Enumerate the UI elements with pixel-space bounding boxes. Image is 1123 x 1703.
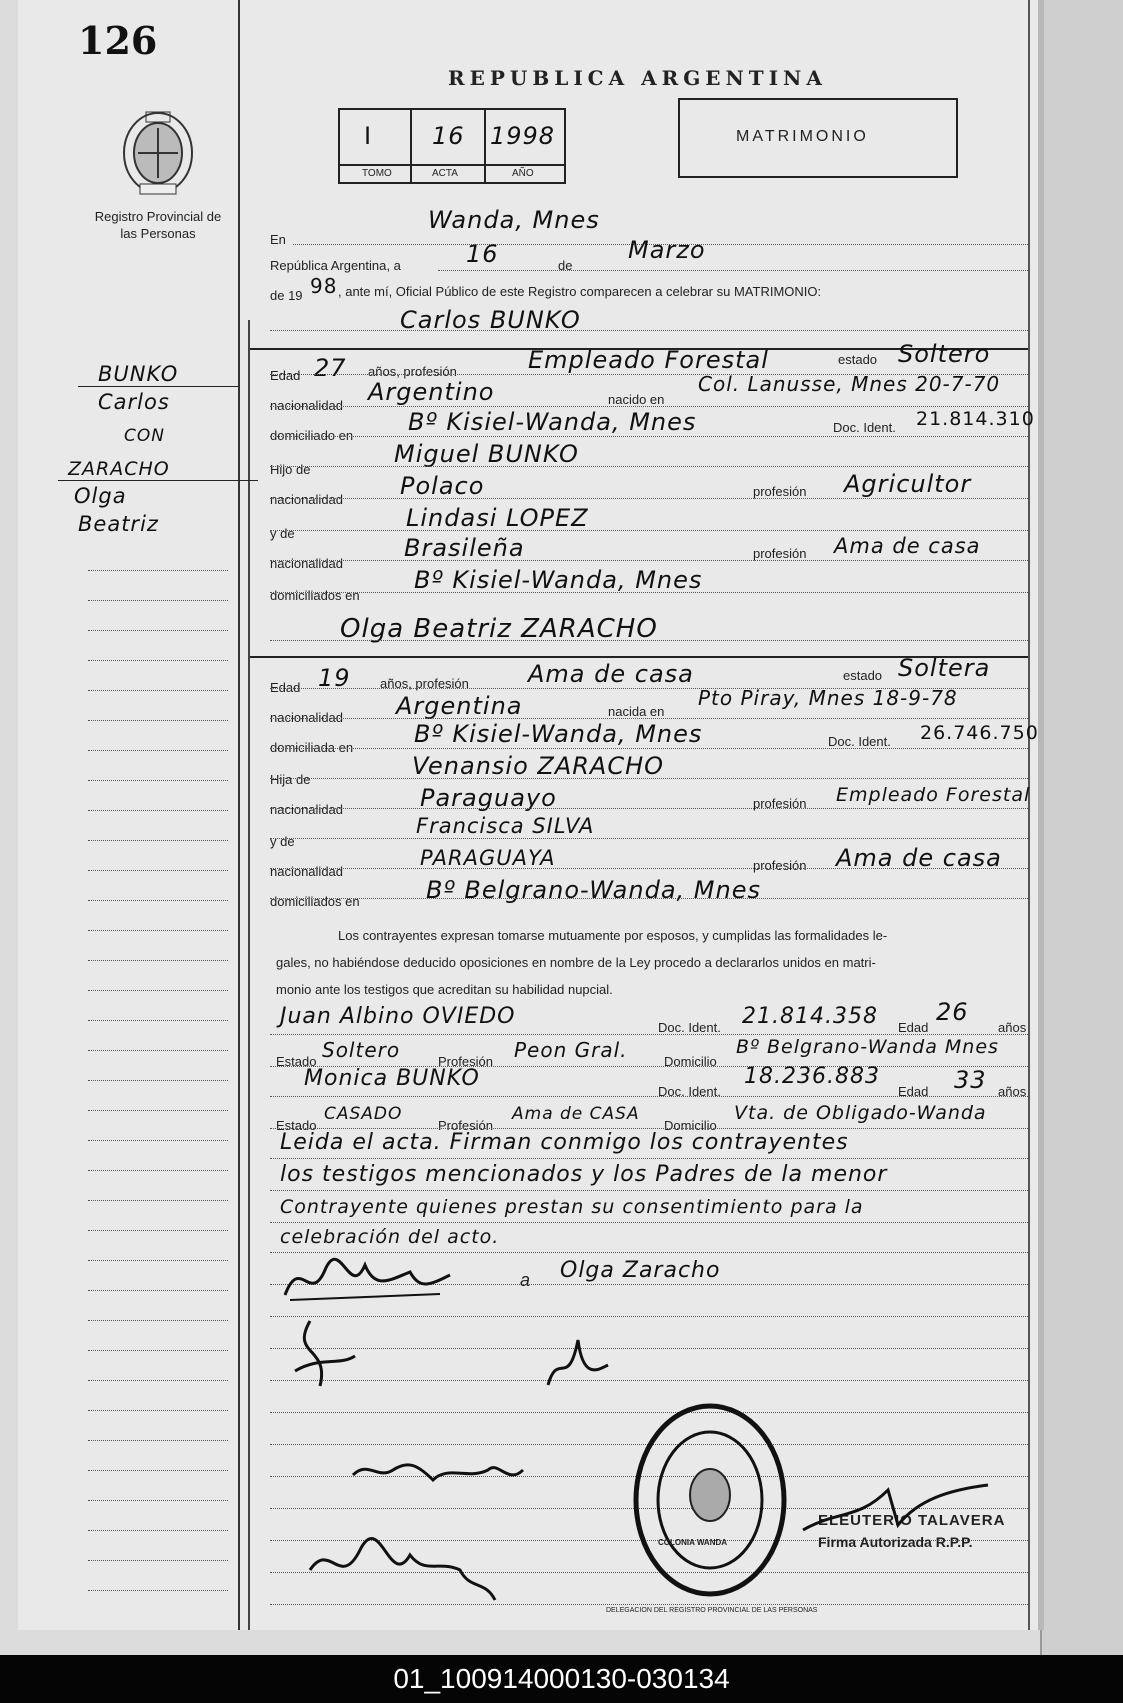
coat-of-arms-logo bbox=[118, 108, 198, 198]
en-label: En bbox=[270, 232, 286, 247]
groom-mother-nationality: Brasileña bbox=[404, 534, 525, 562]
groom-edad-label: Edad bbox=[270, 368, 301, 383]
witness2-edad: 33 bbox=[954, 1066, 987, 1094]
declaration-line-2: gales, no habiéndose deducido oposiciones en nombre de la Ley procedo a declararlos unidos en matri- bbox=[276, 955, 876, 970]
witness1-name: Juan Albino OVIEDO bbox=[280, 1004, 516, 1029]
groom-yde-label: y de bbox=[270, 526, 295, 541]
groom-signature bbox=[280, 1250, 460, 1310]
bride-father-nac-label: nacionalidad bbox=[270, 802, 344, 817]
bride-estado-label: estado bbox=[843, 668, 883, 683]
witness2-prof-label: Profesión bbox=[438, 1118, 493, 1133]
groom-estado-label: estado bbox=[838, 352, 878, 367]
bride-father-prof-label: profesión bbox=[753, 796, 807, 811]
witness1-anos-label: años bbox=[998, 1020, 1027, 1035]
witness1-edad: 26 bbox=[936, 998, 969, 1026]
bride-doc: 26.746.750 bbox=[920, 722, 1039, 744]
groom-mother-profession: Ama de casa bbox=[834, 534, 981, 558]
bride-edad: 19 bbox=[318, 664, 351, 692]
bride-birthplace: Pto Piray, Mnes 18-9-78 bbox=[698, 686, 958, 710]
margin-second-name-bride: Beatriz bbox=[78, 512, 159, 536]
official-title: Firma Autorizada R.P.P. bbox=[818, 1534, 973, 1550]
groom-profession: Empleado Forestal bbox=[528, 346, 769, 374]
witness2-edad-label: Edad bbox=[898, 1084, 929, 1099]
mother-signature bbox=[300, 1530, 500, 1610]
groom-name: Carlos BUNKO bbox=[400, 306, 581, 334]
witness1-profession: Peon Gral. bbox=[514, 1038, 628, 1062]
witness1-prof-label: Profesión bbox=[438, 1054, 493, 1069]
dotted-line bbox=[270, 406, 1028, 407]
margin-rule bbox=[58, 480, 258, 481]
bride-parents-dom-label: domiciliados en bbox=[270, 894, 360, 909]
witness2-profession: Ama de CASA bbox=[512, 1104, 640, 1124]
dotted-line bbox=[438, 270, 1028, 271]
margin-rule bbox=[78, 386, 238, 387]
dotted-line bbox=[270, 868, 1028, 869]
bride-father: Venansio ZARACHO bbox=[412, 752, 665, 780]
bride-address: Bº Kisiel-Wanda, Mnes bbox=[414, 720, 703, 748]
place-value: Wanda, Mnes bbox=[428, 206, 600, 234]
year-prefix: de 19 bbox=[270, 288, 303, 303]
closing-line-2: los testigos mencionados y los Padres de la menor bbox=[280, 1162, 888, 1187]
groom-hijo-label: Hijo de bbox=[270, 462, 311, 477]
bride-mother-nac-label: nacionalidad bbox=[270, 864, 344, 879]
groom-doc: 21.814.310 bbox=[916, 408, 1035, 430]
bride-parents-address: Bº Belgrano-Wanda, Mnes bbox=[426, 876, 761, 904]
dotted-line bbox=[270, 1034, 1028, 1035]
margin-con: CON bbox=[124, 426, 165, 446]
witness1-doc-label: Doc. Ident. bbox=[658, 1020, 721, 1035]
official-name: ELEUTERIO TALAVERA bbox=[818, 1512, 1006, 1529]
bride-anos-prof-label: años, profesión bbox=[380, 676, 469, 691]
bride-name: Olga Beatriz ZARACHO bbox=[340, 614, 658, 644]
form-border-left bbox=[248, 320, 250, 1630]
bride-doc-label: Doc. Ident. bbox=[828, 734, 891, 749]
witness2-name: Monica BUNKO bbox=[304, 1066, 480, 1091]
seal-inner-text: COLONIA WANDA bbox=[658, 1538, 728, 1547]
groom-father-prof-label: profesión bbox=[753, 484, 807, 499]
witness2-doc-label: Doc. Ident. bbox=[658, 1084, 721, 1099]
witness1-estado: Soltero bbox=[322, 1038, 401, 1062]
tomo-value: I bbox=[364, 122, 373, 150]
act-type: MATRIMONIO bbox=[736, 128, 869, 145]
month-value: Marzo bbox=[628, 236, 706, 264]
bride-nac-label: nacionalidad bbox=[270, 710, 344, 725]
bride-nationality: Argentina bbox=[396, 692, 523, 720]
bride-yde-label: y de bbox=[270, 834, 295, 849]
form-border-right bbox=[1028, 0, 1030, 1630]
dotted-line bbox=[270, 640, 1028, 641]
acta-value: 16 bbox=[432, 122, 465, 150]
witness1-estado-label: Estado bbox=[276, 1054, 317, 1069]
groom-estado: Soltero bbox=[898, 340, 991, 368]
groom-edad: 27 bbox=[314, 354, 347, 382]
signature-mark-a: a bbox=[520, 1270, 531, 1290]
margin-surname-bride: ZARACHO bbox=[68, 458, 170, 480]
groom-nationality: Argentino bbox=[368, 378, 495, 406]
dotted-line bbox=[270, 838, 1028, 839]
official-signature bbox=[798, 1470, 998, 1540]
bride-edad-label: Edad bbox=[270, 680, 301, 695]
dotted-line bbox=[270, 592, 1028, 593]
groom-doc-label: Doc. Ident. bbox=[833, 420, 896, 435]
closing-line-4: celebración del acto. bbox=[280, 1226, 500, 1248]
appearance-text: , ante mí, Oficial Público de este Registro comparecen a celebrar su MATRIMONIO: bbox=[338, 284, 822, 299]
dotted-line bbox=[270, 436, 1028, 437]
page-edge bbox=[1040, 0, 1123, 1655]
registry-seal bbox=[630, 1400, 790, 1600]
witness1-doc: 21.814.358 bbox=[742, 1004, 878, 1029]
republica-label: República Argentina, a bbox=[270, 258, 401, 273]
witness-signature-2 bbox=[538, 1330, 618, 1400]
witness2-doc: 18.236.883 bbox=[744, 1064, 880, 1089]
witness1-dom-label: Domicilio bbox=[664, 1054, 717, 1069]
groom-parents-dom-label: domiciliados en bbox=[270, 588, 360, 603]
tomo-acta-ano-box bbox=[338, 108, 566, 184]
witness2-dom-label: Domicilio bbox=[664, 1118, 717, 1133]
groom-father: Miguel BUNKO bbox=[394, 440, 579, 468]
groom-address: Bº Kisiel-Wanda, Mnes bbox=[408, 408, 697, 436]
bride-profession: Ama de casa bbox=[528, 660, 694, 688]
tomo-label: TOMO bbox=[362, 168, 392, 179]
dotted-line bbox=[270, 1096, 1028, 1097]
witness2-estado-label: Estado bbox=[276, 1118, 317, 1133]
bride-mother-nationality: PARAGUAYA bbox=[420, 846, 556, 870]
image-id-footer: 01_100914000130-030134 bbox=[0, 1655, 1123, 1703]
dotted-line bbox=[270, 530, 1028, 531]
act-type-box bbox=[678, 98, 958, 178]
groom-father-nationality: Polaco bbox=[400, 472, 485, 500]
dotted-line bbox=[270, 498, 1028, 499]
groom-nac-label: nacionalidad bbox=[270, 398, 344, 413]
dotted-line bbox=[270, 1158, 1028, 1159]
year-suffix: 98 bbox=[310, 274, 338, 298]
witness1-address: Bº Belgrano-Wanda Mnes bbox=[736, 1036, 999, 1058]
groom-mother-nac-label: nacionalidad bbox=[270, 556, 344, 571]
registry-name: Registro Provincial de las Personas bbox=[94, 209, 222, 241]
groom-dom-label: domiciliado en bbox=[270, 428, 354, 443]
bride-mother-prof-label: profesión bbox=[753, 858, 807, 873]
bride-hija-label: Hija de bbox=[270, 772, 311, 787]
bride-nacida-label: nacida en bbox=[608, 704, 665, 719]
margin-name-groom: Carlos bbox=[98, 390, 170, 414]
dotted-line bbox=[270, 898, 1028, 899]
certificate-page bbox=[18, 0, 1038, 1630]
page-number: 126 bbox=[78, 18, 158, 63]
de-label: de bbox=[558, 258, 573, 273]
dotted-line bbox=[270, 748, 1028, 749]
ano-label: AÑO bbox=[512, 168, 534, 179]
closing-line-1: Leida el acta. Firman conmigo los contrayentes bbox=[280, 1130, 849, 1155]
groom-anos-prof-label: años, profesión bbox=[368, 364, 457, 379]
dotted-line bbox=[270, 718, 1028, 719]
bride-father-nationality: Paraguayo bbox=[420, 784, 557, 812]
acta-label: ACTA bbox=[432, 168, 458, 179]
bride-dom-label: domiciliada en bbox=[270, 740, 354, 755]
groom-mother-prof-label: profesión bbox=[753, 546, 807, 561]
witness2-anos-label: años bbox=[998, 1084, 1027, 1099]
groom-birthplace: Col. Lanusse, Mnes 20-7-70 bbox=[698, 372, 1001, 396]
bride-mother: Francisca SILVA bbox=[416, 814, 595, 838]
groom-father-profession: Agricultor bbox=[844, 470, 972, 498]
groom-nacido-label: nacido en bbox=[608, 392, 665, 407]
margin-name-bride: Olga bbox=[74, 484, 127, 508]
closing-line-3: Contrayente quienes prestan su consentimiento para la bbox=[280, 1196, 864, 1218]
witness-signature-1 bbox=[280, 1316, 370, 1396]
groom-father-nac-label: nacionalidad bbox=[270, 492, 344, 507]
country-title: REPUBLICA ARGENTINA bbox=[448, 66, 827, 90]
dotted-line bbox=[270, 1190, 1028, 1191]
witness1-edad-label: Edad bbox=[898, 1020, 929, 1035]
dotted-line bbox=[270, 330, 1028, 331]
margin-line bbox=[238, 0, 240, 1630]
father-signature bbox=[348, 1440, 528, 1500]
declaration-line-3: monio ante los testigos que acreditan su habilidad nupcial. bbox=[276, 982, 613, 997]
declaration-line-1: Los contrayentes expresan tomarse mutuamente por esposos, y cumplidas las formalidades le- bbox=[338, 928, 888, 943]
ano-value: 1998 bbox=[490, 122, 556, 150]
bride-signature: Olga Zaracho bbox=[560, 1258, 721, 1283]
dotted-line bbox=[270, 778, 1028, 779]
bride-mother-profession: Ama de casa bbox=[836, 844, 1002, 872]
seal-outer-text: DELEGACION DEL REGISTRO PROVINCIAL DE LAS PERSONAS bbox=[606, 1607, 818, 1614]
witness2-address: Vta. de Obligado-Wanda bbox=[734, 1102, 987, 1124]
bride-father-profession: Empleado Forestal bbox=[836, 784, 1031, 806]
bride-estado: Soltera bbox=[898, 654, 991, 682]
dotted-line bbox=[270, 466, 1028, 467]
margin-surname-groom: BUNKO bbox=[98, 362, 179, 386]
dotted-line bbox=[270, 1222, 1028, 1223]
dotted-line bbox=[270, 560, 1028, 561]
witness2-estado: CASADO bbox=[324, 1104, 403, 1124]
groom-parents-address: Bº Kisiel-Wanda, Mnes bbox=[414, 566, 703, 594]
groom-mother: Lindasi LOPEZ bbox=[406, 504, 589, 532]
dotted-line bbox=[270, 1128, 1028, 1129]
dotted-line bbox=[270, 808, 1028, 809]
day-value: 16 bbox=[466, 240, 499, 268]
